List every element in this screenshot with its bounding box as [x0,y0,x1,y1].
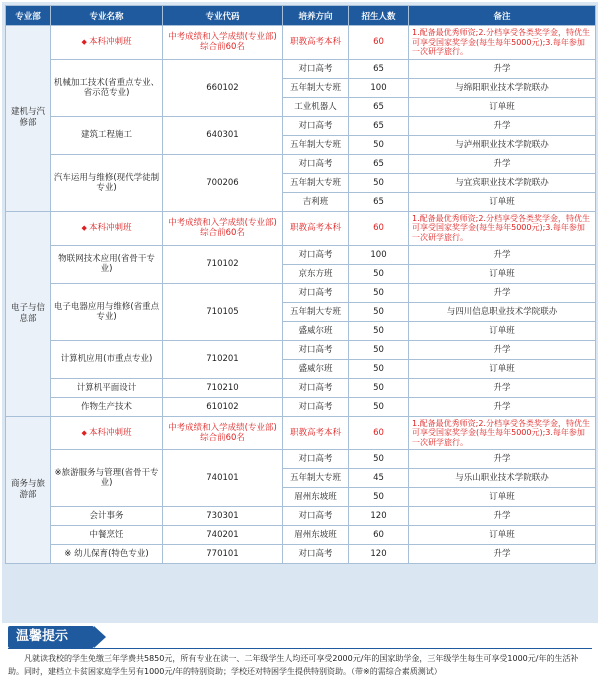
table-row [6,116,596,135]
tips-section [2,623,598,682]
special-class-direction: 职教高考本科 [283,26,349,60]
program-name: ※ 幼儿保育(特色专业) [51,545,163,564]
count-cell: 120 [349,507,409,526]
header-remarks: 备注 [409,6,596,26]
note-cell: 升学 [409,283,596,302]
table-row [6,416,596,450]
program-code: 710210 [163,378,283,397]
special-class-note: 1.配备最优秀师资;2.分档享受各类奖学金，特优生可享受国家奖学金(每生每年5000元);3.每年参加一次研学旅行。 [409,416,596,450]
note-cell: 升学 [409,116,596,135]
program-name: 物联网技术应用(省骨干专业) [51,245,163,283]
count-cell: 100 [349,78,409,97]
note-cell: 订单班 [409,321,596,340]
count-cell: 65 [349,154,409,173]
special-class-name [51,26,163,60]
count-cell: 65 [349,97,409,116]
note-cell: 订单班 [409,264,596,283]
table-row [6,450,596,469]
count-cell: 65 [349,59,409,78]
department-cell: 建机与汽修部 [6,26,51,212]
direction-cell: 眉州东坡班 [283,488,349,507]
tips-divider [8,648,592,649]
program-name: 电子电器应用与维修(省重点专业) [51,283,163,340]
program-name: 建筑工程施工 [51,116,163,154]
special-class-requirement: 中考成绩和入学成绩(专业部)综合前60名 [163,416,283,450]
program-code: 700206 [163,154,283,211]
count-cell: 50 [349,283,409,302]
program-name: 会计事务 [51,507,163,526]
table-row [6,526,596,545]
direction-cell: 对口高考 [283,283,349,302]
count-cell: 100 [349,245,409,264]
special-class-count: 60 [349,26,409,60]
direction-cell: 对口高考 [283,397,349,416]
special-class-label: 本科冲刺班 [88,37,132,48]
direction-cell: 对口高考 [283,59,349,78]
direction-cell: 五年制大专班 [283,173,349,192]
note-cell: 订单班 [409,488,596,507]
count-cell: 50 [349,173,409,192]
note-cell: 升学 [409,59,596,78]
program-name: 计算机应用(市重点专业) [51,340,163,378]
table-row [6,507,596,526]
special-class-note: 1.配备最优秀师资;2.分档享受各类奖学金，特优生可享受国家奖学金(每生每年5000元);3.每年参加一次研学旅行。 [409,26,596,60]
special-class-name [51,416,163,450]
count-cell: 50 [349,488,409,507]
direction-cell: 盛威尔班 [283,359,349,378]
note-cell: 与泸州职业技术学院联办 [409,135,596,154]
count-cell: 65 [349,192,409,211]
department-cell: 商务与旅游部 [6,416,51,564]
direction-cell: 盛威尔班 [283,321,349,340]
count-cell: 50 [349,397,409,416]
table-row [6,397,596,416]
table-row [6,26,596,60]
program-code: 740101 [163,450,283,507]
direction-cell: 对口高考 [283,340,349,359]
special-class-count: 60 [349,211,409,245]
header-program-name: 专业名称 [51,6,163,26]
special-class-name [51,211,163,245]
count-cell: 50 [349,340,409,359]
direction-cell: 对口高考 [283,245,349,264]
table-row [6,283,596,302]
table-row [6,340,596,359]
count-cell: 60 [349,526,409,545]
program-code: 660102 [163,59,283,116]
note-cell: 订单班 [409,192,596,211]
note-cell: 升学 [409,378,596,397]
special-class-direction: 职教高考本科 [283,416,349,450]
count-cell: 50 [349,264,409,283]
direction-cell: 对口高考 [283,116,349,135]
special-class-requirement: 中考成绩和入学成绩(专业部)综合前60名 [163,211,283,245]
page [2,2,598,682]
direction-cell: 工业机器人 [283,97,349,116]
count-cell: 65 [349,116,409,135]
direction-cell: 京东方班 [283,264,349,283]
program-code: 710201 [163,340,283,378]
header-direction: 培养方向 [283,6,349,26]
program-name: 计算机平面设计 [51,378,163,397]
direction-cell: 对口高考 [283,507,349,526]
direction-cell: 对口高考 [283,545,349,564]
diamond-icon: ◆ [81,428,87,437]
count-cell: 50 [349,302,409,321]
note-cell: 订单班 [409,359,596,378]
program-name: 机械加工技术(省重点专业、省示范专业) [51,59,163,116]
table-row [6,211,596,245]
note-cell: 与乐山职业技术学院联办 [409,469,596,488]
table-row [6,545,596,564]
direction-cell: 对口高考 [283,154,349,173]
direction-cell: 五年制大专班 [283,302,349,321]
enrollment-table [5,5,596,564]
table-row [6,154,596,173]
special-class-label: 本科冲刺班 [88,223,132,234]
tips-title: 温馨提示 [8,626,94,648]
count-cell: 50 [349,135,409,154]
count-cell: 50 [349,321,409,340]
diamond-icon: ◆ [81,38,87,47]
direction-cell: 对口高考 [283,450,349,469]
special-class-direction: 职教高考本科 [283,211,349,245]
direction-cell: 吉利班 [283,192,349,211]
program-code: 770101 [163,545,283,564]
special-class-count: 60 [349,416,409,450]
count-cell: 50 [349,359,409,378]
note-cell: 升学 [409,245,596,264]
program-name: ※旅游服务与管理(省骨干专业) [51,450,163,507]
note-cell: 升学 [409,545,596,564]
program-code: 740201 [163,526,283,545]
program-code: 610102 [163,397,283,416]
note-cell: 升学 [409,154,596,173]
note-cell: 与宜宾职业技术学院联办 [409,173,596,192]
note-cell: 升学 [409,507,596,526]
program-code: 710105 [163,283,283,340]
note-cell: 升学 [409,340,596,359]
count-cell: 50 [349,378,409,397]
note-cell: 订单班 [409,526,596,545]
tips-title-arrow [94,626,106,648]
special-class-note: 1.配备最优秀师资;2.分档享受各类奖学金，特优生可享受国家奖学金(每生每年5000元);3.每年参加一次研学旅行。 [409,211,596,245]
special-class-requirement: 中考成绩和入学成绩(专业部)综合前60名 [163,26,283,60]
department-cell: 电子与信息部 [6,211,51,416]
table-header-row [6,6,596,26]
special-class-label: 本科冲刺班 [88,427,132,438]
program-name: 汽车运用与维修(现代学徒制专业) [51,154,163,211]
note-cell: 与四川信息职业技术学院联办 [409,302,596,321]
direction-cell: 对口高考 [283,378,349,397]
count-cell: 120 [349,545,409,564]
header-department: 专业部 [6,6,51,26]
table-row [6,245,596,264]
header-program-code: 专业代码 [163,6,283,26]
note-cell: 订单班 [409,97,596,116]
note-cell: 与绵阳职业技术学院联办 [409,78,596,97]
program-name: 作物生产技术 [51,397,163,416]
count-cell: 50 [349,450,409,469]
program-name: 中餐烹饪 [51,526,163,545]
direction-cell: 五年制大专班 [283,135,349,154]
header-enrollment-count: 招生人数 [349,6,409,26]
direction-cell: 五年制大专班 [283,469,349,488]
table-row [6,59,596,78]
diamond-icon: ◆ [81,224,87,233]
program-code: 640301 [163,116,283,154]
direction-cell: 眉州东坡班 [283,526,349,545]
table-row [6,378,596,397]
note-cell: 升学 [409,397,596,416]
program-code: 730301 [163,507,283,526]
tips-text: 凡就读我校的学生免缴三年学费共5850元，所有专业在读一、二年级学生人均还可享受2000元/年的国家助学金，三年级学生每生可享受1000元/年的生活补助。同时，建档立卡贫困家庭学生另有1000元/年的特别资助；学校还对特困学生提供特别资助。（带※的需综合素质测试） [8,654,579,676]
count-cell: 45 [349,469,409,488]
direction-cell: 五年制大专班 [283,78,349,97]
note-cell: 升学 [409,450,596,469]
program-code: 710102 [163,245,283,283]
